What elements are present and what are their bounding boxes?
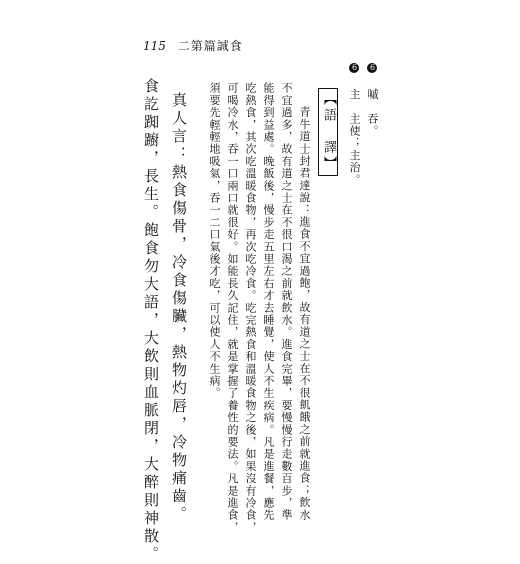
note-number-2: 6 <box>350 63 359 74</box>
running-header <box>143 37 243 54</box>
note-2 <box>346 62 362 186</box>
note-text-2: 主 主使；主治。 <box>348 88 361 186</box>
translation-line-3: 能得到益處。晚飯後，慢步走五里左右才去睡覺，使人不生疾病。凡是進餐，應先 <box>262 82 275 522</box>
section-heading <box>318 88 338 182</box>
translation-line-5: 可喝冷水，吞一口兩口就很好。如能長久記住，就是掌握了養性的要法。凡是進食， <box>226 82 239 534</box>
section-title: 【語 譯】 <box>318 88 338 176</box>
page-number: 115 <box>143 39 166 53</box>
original-line-2: 食訖踟躕，長生。飽食勿大語，大飲則血脈閉，大醉則神散。 <box>142 78 160 564</box>
translation-line-2: 不宜過多，故有道之士在不很口渴之前就飲水。進食完畢，要慢慢行走數百步，準 <box>280 82 293 522</box>
translation-line-1: 青牛道士封君達說：進食不宜過飽，故有道之士在不很飢餓之前就進食；飲水 <box>298 106 311 521</box>
translation-line-4: 吃熱食，其次吃溫暖食物，再次吃冷食。吃完熱食和溫暖食物之後，如果沒有冷食， <box>244 82 257 534</box>
note-text-1: 嘁 吞。 <box>366 88 379 138</box>
note-1 <box>364 62 380 137</box>
chapter-title: 二第篇誠食 <box>177 39 243 53</box>
original-line-1: 真人言：熱食傷骨，冷食傷臟，熱物灼唇，冷物痛齒。 <box>170 92 188 524</box>
note-number-1: 6 <box>368 63 377 74</box>
translation-line-6: 須要先輕輕地吸氣，吞一二口氣後才吃，可以使人不生病。 <box>208 82 221 400</box>
